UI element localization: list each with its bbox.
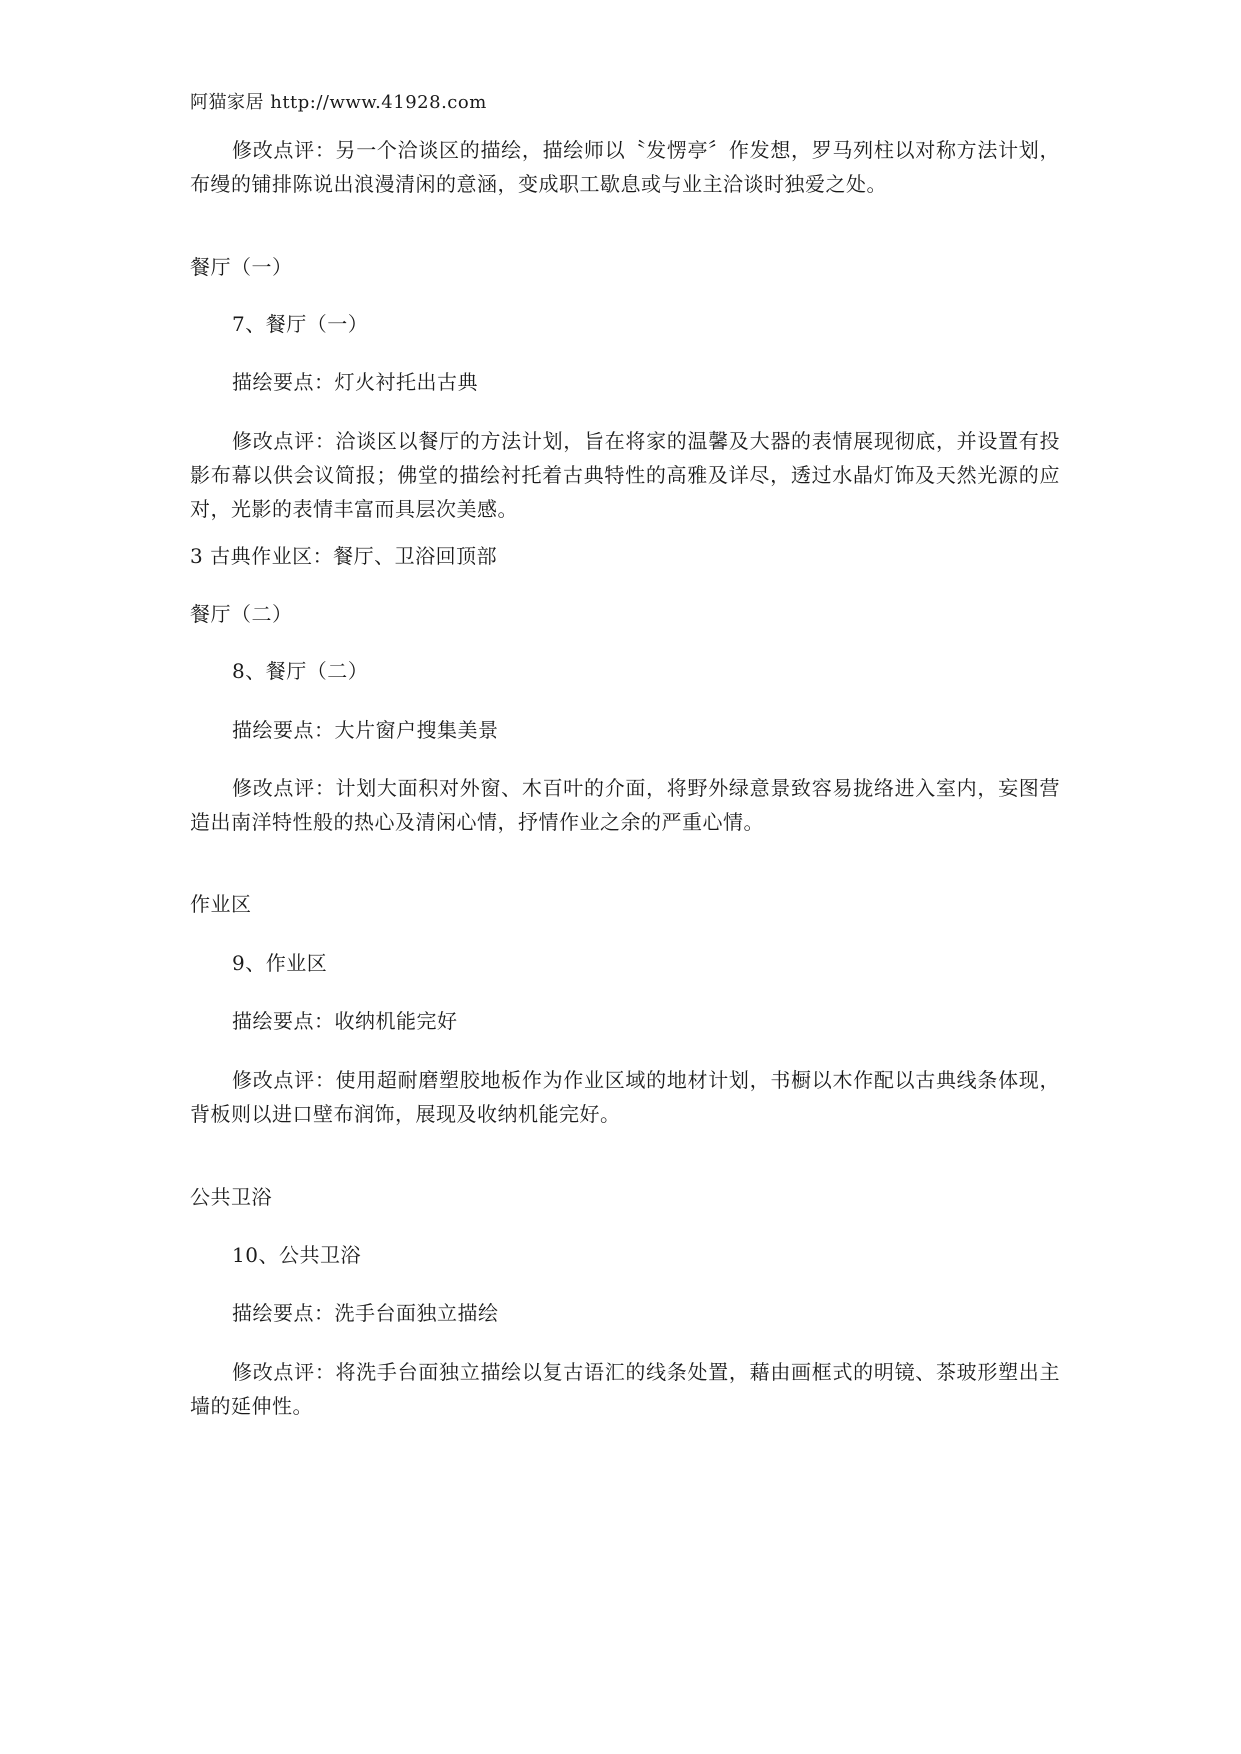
review-paragraph-7: 修改点评：洽谈区以餐厅的方法计划，旨在将家的温馨及大器的表情展现彻底，并设置有投影布幕以供会议简报；佛堂的描绘衬托着古典特性的高雅及详尽，透过水晶灯饰及天然光源的应对，光影的表情丰富而具层次美感。 (190, 429, 1060, 521)
section-heading-work-area: 作业区 (190, 892, 252, 916)
review-paragraph-10: 修改点评：将洗手台面独立描绘以复古语汇的线条处置，藉由画框式的明镜、茶玻形塑出主墙的延伸性。 (190, 1360, 1060, 1418)
item-title-7: 7、餐厅（一） (232, 312, 369, 336)
section-heading-public-bath: 公共卫浴 (190, 1185, 272, 1209)
review-paragraph-1: 修改点评：另一个洽谈区的描绘，描绘师以〝发愣亭〞作发想，罗马列柱以对称方法计划，布缦的铺排陈说出浪漫清闲的意涵，变成职工歇息或与业主洽谈时独爱之处。 (190, 138, 1060, 196)
item-title-10: 10、公共卫浴 (232, 1243, 361, 1267)
section-heading-dining-1: 餐厅（一） (190, 255, 293, 279)
section-heading-work-area-3: 3 古典作业区：餐厅、卫浴回顶部 (190, 544, 498, 568)
site-header: 阿猫家居 http://www.41928.com (190, 92, 487, 113)
design-point-10: 描绘要点：洗手台面独立描绘 (232, 1301, 499, 1325)
item-title-8: 8、餐厅（二） (232, 659, 369, 683)
review-paragraph-8: 修改点评：计划大面积对外窗、木百叶的介面，将野外绿意景致容易拢络进入室内，妄图营造出南洋特性般的热心及清闲心情，抒情作业之余的严重心情。 (190, 776, 1060, 834)
section-heading-dining-2: 餐厅（二） (190, 602, 293, 626)
design-point-7: 描绘要点：灯火衬托出古典 (232, 370, 478, 394)
design-point-8: 描绘要点：大片窗户搜集美景 (232, 718, 499, 742)
design-point-9: 描绘要点：收纳机能完好 (232, 1009, 458, 1033)
review-paragraph-9: 修改点评：使用超耐磨塑胶地板作为作业区域的地材计划，书橱以木作配以古典线条体现，背板则以进口壁布润饰，展现及收纳机能完好。 (190, 1068, 1060, 1126)
item-title-9: 9、作业区 (232, 951, 328, 975)
